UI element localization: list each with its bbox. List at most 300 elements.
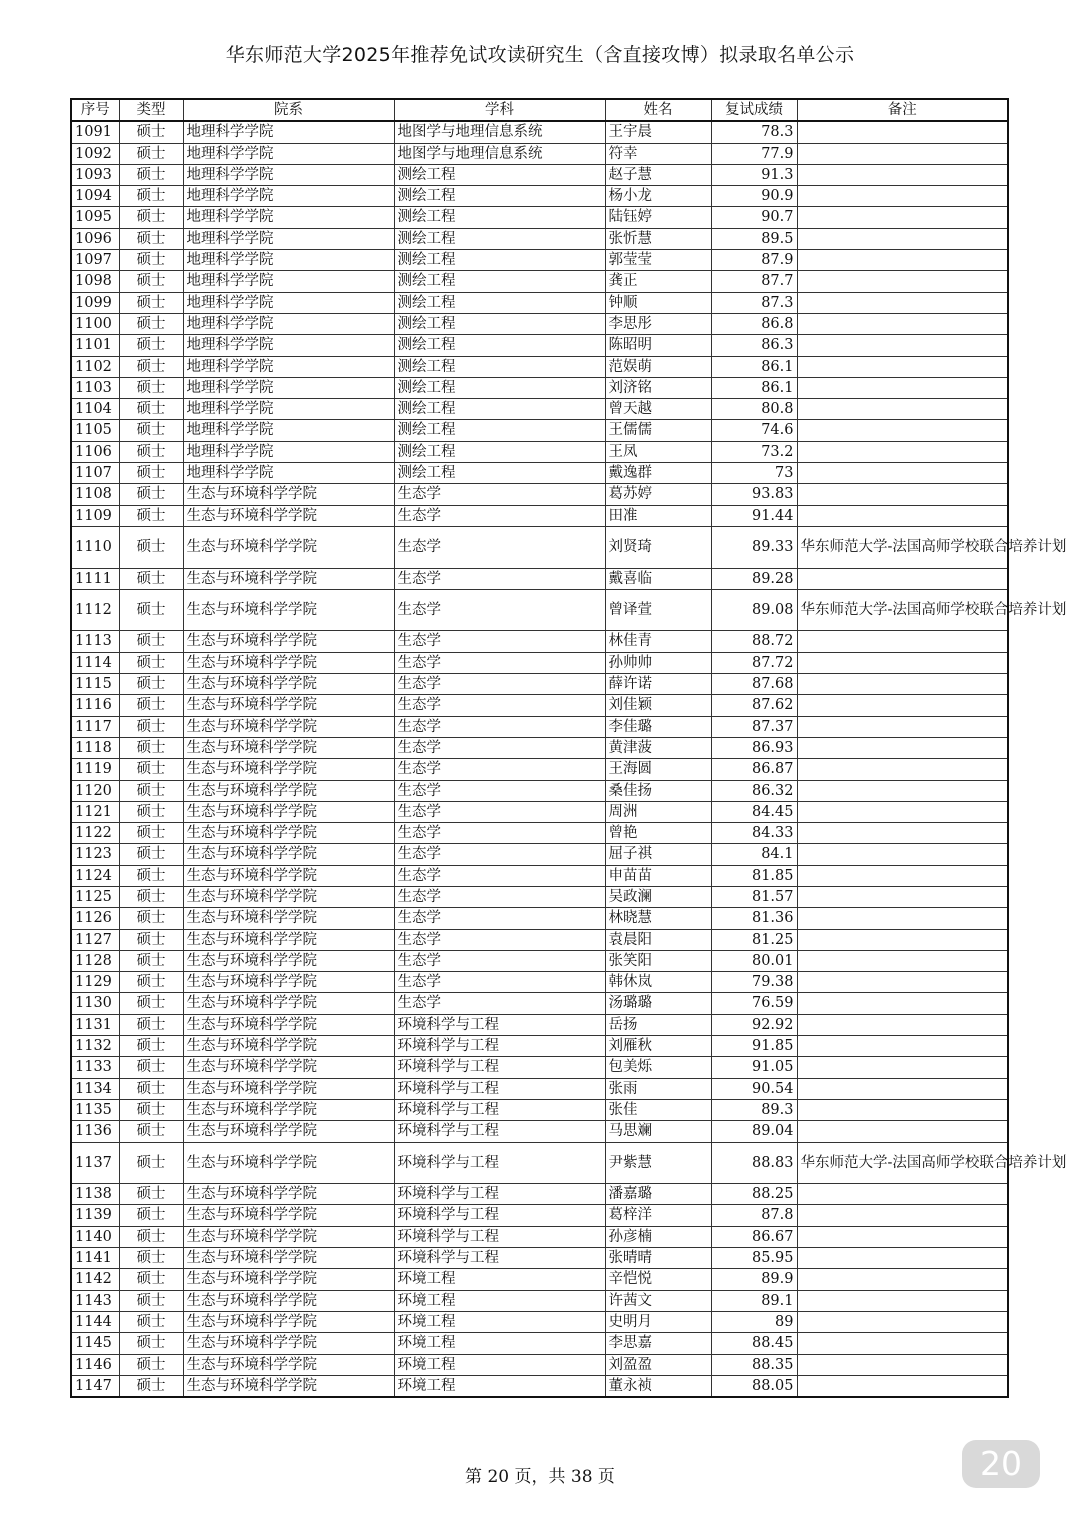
table-row [71, 801, 1008, 822]
cell-score: 93.83 [711, 484, 797, 505]
cell-note [797, 737, 1008, 758]
cell-no: 1114 [71, 652, 119, 673]
cell-score: 92.92 [711, 1014, 797, 1035]
table-row [71, 441, 1008, 462]
cell-no: 1091 [71, 121, 119, 143]
table-row [71, 674, 1008, 695]
cell-no: 1095 [71, 207, 119, 228]
cell-score: 89.3 [711, 1099, 797, 1120]
cell-note: 华东师范大学-法国高师学校联合培养计划 [797, 526, 1008, 568]
cell-no: 1105 [71, 420, 119, 441]
table-row [71, 886, 1008, 907]
cell-note [797, 652, 1008, 673]
cell-name: 刘济铭 [605, 377, 711, 398]
cell-score: 87.3 [711, 292, 797, 313]
table-row [71, 250, 1008, 271]
cell-score: 89.04 [711, 1121, 797, 1142]
cell-name: 曾天越 [605, 399, 711, 420]
cell-score: 81.57 [711, 886, 797, 907]
cell-discipline: 环境科学与工程 [394, 1057, 605, 1078]
cell-name: 王宇晨 [605, 121, 711, 143]
table-row [71, 1036, 1008, 1057]
cell-discipline: 生态学 [394, 780, 605, 801]
table-row [71, 1078, 1008, 1099]
cell-school: 生态与环境科学学院 [183, 1290, 394, 1311]
cell-discipline: 生态学 [394, 716, 605, 737]
table-row [71, 505, 1008, 526]
cell-type: 硕士 [119, 780, 183, 801]
cell-score: 89.5 [711, 228, 797, 249]
cell-note [797, 993, 1008, 1014]
cell-discipline: 生态学 [394, 972, 605, 993]
cell-type: 硕士 [119, 313, 183, 334]
cell-school: 地理科学学院 [183, 313, 394, 334]
cell-type: 硕士 [119, 972, 183, 993]
cell-school: 地理科学学院 [183, 271, 394, 292]
cell-note [797, 886, 1008, 907]
cell-discipline: 生态学 [394, 568, 605, 589]
cell-score: 89.28 [711, 568, 797, 589]
table-row [71, 1099, 1008, 1120]
cell-type: 硕士 [119, 441, 183, 462]
cell-score: 84.1 [711, 844, 797, 865]
cell-score: 87.72 [711, 652, 797, 673]
cell-score: 81.36 [711, 908, 797, 929]
cell-no: 1108 [71, 484, 119, 505]
cell-score: 80.8 [711, 399, 797, 420]
cell-score: 91.05 [711, 1057, 797, 1078]
cell-no: 1147 [71, 1375, 119, 1397]
cell-discipline: 测绘工程 [394, 399, 605, 420]
cell-school: 地理科学学院 [183, 441, 394, 462]
table-row [71, 908, 1008, 929]
cell-note [797, 1333, 1008, 1354]
cell-type: 硕士 [119, 716, 183, 737]
cell-note [797, 801, 1008, 822]
cell-name: 张忻慧 [605, 228, 711, 249]
cell-note [797, 420, 1008, 441]
table-row [71, 271, 1008, 292]
cell-no: 1118 [71, 737, 119, 758]
table-row [71, 1014, 1008, 1035]
cell-school: 生态与环境科学学院 [183, 1014, 394, 1035]
table-row [71, 950, 1008, 971]
cell-school: 生态与环境科学学院 [183, 1184, 394, 1205]
cell-discipline: 环境科学与工程 [394, 1014, 605, 1035]
table-row [71, 1311, 1008, 1332]
cell-name: 曾艳 [605, 823, 711, 844]
cell-type: 硕士 [119, 1057, 183, 1078]
cell-note [797, 1057, 1008, 1078]
table-row [71, 568, 1008, 589]
table-row [71, 484, 1008, 505]
cell-score: 89.33 [711, 526, 797, 568]
cell-name: 董永祯 [605, 1375, 711, 1397]
table-row [71, 1248, 1008, 1269]
cell-type: 硕士 [119, 759, 183, 780]
cell-school: 生态与环境科学学院 [183, 844, 394, 865]
cell-school: 生态与环境科学学院 [183, 865, 394, 886]
table-row [71, 1290, 1008, 1311]
cell-score: 90.54 [711, 1078, 797, 1099]
cell-score: 74.6 [711, 420, 797, 441]
cell-score: 87.68 [711, 674, 797, 695]
table-row [71, 1142, 1008, 1184]
cell-type: 硕士 [119, 1311, 183, 1332]
cell-school: 生态与环境科学学院 [183, 950, 394, 971]
cell-note [797, 759, 1008, 780]
cell-type: 硕士 [119, 1248, 183, 1269]
cell-school: 生态与环境科学学院 [183, 737, 394, 758]
cell-type: 硕士 [119, 631, 183, 652]
cell-note [797, 716, 1008, 737]
cell-discipline: 生态学 [394, 484, 605, 505]
cell-discipline: 生态学 [394, 526, 605, 568]
cell-score: 88.05 [711, 1375, 797, 1397]
cell-note [797, 121, 1008, 143]
cell-note [797, 1248, 1008, 1269]
cell-school: 生态与环境科学学院 [183, 1036, 394, 1057]
cell-discipline: 测绘工程 [394, 313, 605, 334]
cell-note [797, 1375, 1008, 1397]
cell-note [797, 1311, 1008, 1332]
cell-name: 黄津菠 [605, 737, 711, 758]
cell-score: 91.3 [711, 164, 797, 185]
cell-note [797, 1014, 1008, 1035]
cell-note [797, 568, 1008, 589]
table-row [71, 1269, 1008, 1290]
cell-type: 硕士 [119, 463, 183, 484]
cell-no: 1132 [71, 1036, 119, 1057]
cell-name: 辛恺悦 [605, 1269, 711, 1290]
cell-school: 生态与环境科学学院 [183, 780, 394, 801]
cell-school: 生态与环境科学学院 [183, 1375, 394, 1397]
cell-school: 生态与环境科学学院 [183, 674, 394, 695]
cell-type: 硕士 [119, 1333, 183, 1354]
cell-discipline: 生态学 [394, 801, 605, 822]
cell-school: 生态与环境科学学院 [183, 823, 394, 844]
cell-school: 生态与环境科学学院 [183, 1311, 394, 1332]
cell-discipline: 生态学 [394, 695, 605, 716]
cell-no: 1107 [71, 463, 119, 484]
cell-discipline: 环境科学与工程 [394, 1099, 605, 1120]
cell-school: 生态与环境科学学院 [183, 1269, 394, 1290]
cell-no: 1127 [71, 929, 119, 950]
cell-name: 许茜文 [605, 1290, 711, 1311]
cell-discipline: 生态学 [394, 759, 605, 780]
cell-school: 生态与环境科学学院 [183, 972, 394, 993]
cell-discipline: 测绘工程 [394, 228, 605, 249]
table-row [71, 823, 1008, 844]
cell-note [797, 143, 1008, 164]
cell-discipline: 生态学 [394, 737, 605, 758]
table-row [71, 377, 1008, 398]
cell-no: 1116 [71, 695, 119, 716]
table-row [71, 1354, 1008, 1375]
table-row [71, 972, 1008, 993]
cell-name: 孙帅帅 [605, 652, 711, 673]
cell-type: 硕士 [119, 228, 183, 249]
cell-school: 生态与环境科学学院 [183, 484, 394, 505]
cell-no: 1100 [71, 313, 119, 334]
cell-type: 硕士 [119, 1121, 183, 1142]
cell-score: 86.67 [711, 1226, 797, 1247]
cell-score: 87.7 [711, 271, 797, 292]
cell-no: 1133 [71, 1057, 119, 1078]
cell-school: 地理科学学院 [183, 377, 394, 398]
cell-score: 73 [711, 463, 797, 484]
cell-school: 生态与环境科学学院 [183, 1078, 394, 1099]
cell-note [797, 1354, 1008, 1375]
cell-school: 生态与环境科学学院 [183, 716, 394, 737]
cell-name: 曾译萱 [605, 589, 711, 631]
cell-name: 戴喜临 [605, 568, 711, 589]
header-score: 复试成绩 [711, 99, 797, 121]
cell-discipline: 测绘工程 [394, 186, 605, 207]
cell-no: 1096 [71, 228, 119, 249]
cell-name: 张佳 [605, 1099, 711, 1120]
cell-note [797, 463, 1008, 484]
cell-no: 1117 [71, 716, 119, 737]
cell-score: 86.1 [711, 377, 797, 398]
cell-type: 硕士 [119, 526, 183, 568]
cell-note [797, 674, 1008, 695]
cell-score: 89.08 [711, 589, 797, 631]
cell-no: 1093 [71, 164, 119, 185]
cell-score: 87.8 [711, 1205, 797, 1226]
cell-discipline: 环境科学与工程 [394, 1226, 605, 1247]
cell-score: 80.01 [711, 950, 797, 971]
cell-type: 硕士 [119, 250, 183, 271]
cell-no: 1142 [71, 1269, 119, 1290]
cell-name: 韩休岚 [605, 972, 711, 993]
cell-discipline: 环境工程 [394, 1333, 605, 1354]
cell-school: 地理科学学院 [183, 356, 394, 377]
cell-no: 1119 [71, 759, 119, 780]
table-row [71, 164, 1008, 185]
cell-school: 生态与环境科学学院 [183, 801, 394, 822]
table-row [71, 207, 1008, 228]
cell-no: 1130 [71, 993, 119, 1014]
cell-no: 1106 [71, 441, 119, 462]
table-row [71, 759, 1008, 780]
cell-no: 1121 [71, 801, 119, 822]
cell-score: 86.87 [711, 759, 797, 780]
cell-discipline: 环境科学与工程 [394, 1205, 605, 1226]
header-discipline: 学科 [394, 99, 605, 121]
cell-discipline: 生态学 [394, 823, 605, 844]
cell-school: 生态与环境科学学院 [183, 631, 394, 652]
page-footer: 第 20 页，共 38 页 [465, 1467, 615, 1487]
cell-note: 华东师范大学-法国高师学校联合培养计划 [797, 589, 1008, 631]
cell-type: 硕士 [119, 1014, 183, 1035]
table-row [71, 335, 1008, 356]
cell-discipline: 测绘工程 [394, 356, 605, 377]
cell-score: 89.1 [711, 1290, 797, 1311]
cell-no: 1101 [71, 335, 119, 356]
cell-score: 88.72 [711, 631, 797, 652]
cell-no: 1094 [71, 186, 119, 207]
cell-name: 龚正 [605, 271, 711, 292]
cell-score: 88.35 [711, 1354, 797, 1375]
cell-no: 1122 [71, 823, 119, 844]
table-row [71, 1057, 1008, 1078]
cell-type: 硕士 [119, 505, 183, 526]
table-row [71, 737, 1008, 758]
header-no: 序号 [71, 99, 119, 121]
header-name: 姓名 [605, 99, 711, 121]
header-type: 类型 [119, 99, 183, 121]
cell-no: 1126 [71, 908, 119, 929]
table-row [71, 1226, 1008, 1247]
cell-note [797, 1121, 1008, 1142]
cell-school: 生态与环境科学学院 [183, 652, 394, 673]
cell-discipline: 环境科学与工程 [394, 1078, 605, 1099]
cell-note [797, 441, 1008, 462]
cell-name: 刘贤琦 [605, 526, 711, 568]
cell-name: 潘嘉璐 [605, 1184, 711, 1205]
cell-school: 生态与环境科学学院 [183, 1248, 394, 1269]
cell-name: 张笑阳 [605, 950, 711, 971]
cell-name: 郭莹莹 [605, 250, 711, 271]
cell-no: 1110 [71, 526, 119, 568]
cell-name: 吴政澜 [605, 886, 711, 907]
cell-no: 1102 [71, 356, 119, 377]
cell-school: 生态与环境科学学院 [183, 1142, 394, 1184]
cell-score: 81.85 [711, 865, 797, 886]
cell-discipline: 环境工程 [394, 1311, 605, 1332]
cell-school: 生态与环境科学学院 [183, 759, 394, 780]
cell-name: 孙彦楠 [605, 1226, 711, 1247]
cell-discipline: 生态学 [394, 631, 605, 652]
cell-note [797, 164, 1008, 185]
cell-name: 王儒儒 [605, 420, 711, 441]
cell-school: 地理科学学院 [183, 121, 394, 143]
cell-type: 硕士 [119, 292, 183, 313]
table-row [71, 865, 1008, 886]
cell-discipline: 环境科学与工程 [394, 1184, 605, 1205]
table-row [71, 186, 1008, 207]
cell-discipline: 测绘工程 [394, 420, 605, 441]
cell-school: 生态与环境科学学院 [183, 589, 394, 631]
cell-name: 张晴晴 [605, 1248, 711, 1269]
cell-no: 1146 [71, 1354, 119, 1375]
table-row [71, 695, 1008, 716]
cell-discipline: 生态学 [394, 652, 605, 673]
cell-type: 硕士 [119, 844, 183, 865]
cell-score: 87.62 [711, 695, 797, 716]
cell-name: 张雨 [605, 1078, 711, 1099]
cell-school: 生态与环境科学学院 [183, 526, 394, 568]
cell-score: 85.95 [711, 1248, 797, 1269]
cell-type: 硕士 [119, 865, 183, 886]
cell-no: 1137 [71, 1142, 119, 1184]
cell-school: 地理科学学院 [183, 250, 394, 271]
cell-no: 1144 [71, 1311, 119, 1332]
table-row [71, 1205, 1008, 1226]
cell-type: 硕士 [119, 164, 183, 185]
header-school: 院系 [183, 99, 394, 121]
cell-type: 硕士 [119, 207, 183, 228]
cell-no: 1143 [71, 1290, 119, 1311]
cell-discipline: 测绘工程 [394, 292, 605, 313]
table-row [71, 716, 1008, 737]
cell-discipline: 生态学 [394, 505, 605, 526]
cell-name: 王凤 [605, 441, 711, 462]
table-row [71, 228, 1008, 249]
cell-school: 生态与环境科学学院 [183, 1121, 394, 1142]
cell-name: 王海圆 [605, 759, 711, 780]
cell-type: 硕士 [119, 356, 183, 377]
cell-discipline: 环境工程 [394, 1375, 605, 1397]
cell-discipline: 测绘工程 [394, 271, 605, 292]
cell-score: 90.7 [711, 207, 797, 228]
cell-name: 杨小龙 [605, 186, 711, 207]
cell-score: 77.9 [711, 143, 797, 164]
cell-note [797, 865, 1008, 886]
cell-type: 硕士 [119, 908, 183, 929]
cell-no: 1123 [71, 844, 119, 865]
cell-name: 屈子祺 [605, 844, 711, 865]
table-row [71, 313, 1008, 334]
cell-name: 马思斓 [605, 1121, 711, 1142]
cell-name: 林晓慧 [605, 908, 711, 929]
cell-note [797, 484, 1008, 505]
cell-discipline: 生态学 [394, 674, 605, 695]
cell-score: 81.25 [711, 929, 797, 950]
cell-note [797, 695, 1008, 716]
cell-score: 86.32 [711, 780, 797, 801]
cell-type: 硕士 [119, 484, 183, 505]
table-row [71, 652, 1008, 673]
cell-school: 地理科学学院 [183, 420, 394, 441]
cell-note [797, 844, 1008, 865]
table-header-row [71, 99, 1008, 121]
cell-type: 硕士 [119, 420, 183, 441]
cell-note [797, 1269, 1008, 1290]
cell-note [797, 356, 1008, 377]
cell-note [797, 929, 1008, 950]
cell-type: 硕士 [119, 568, 183, 589]
cell-type: 硕士 [119, 271, 183, 292]
cell-no: 1097 [71, 250, 119, 271]
cell-name: 林佳青 [605, 631, 711, 652]
cell-no: 1099 [71, 292, 119, 313]
cell-name: 李思嘉 [605, 1333, 711, 1354]
cell-type: 硕士 [119, 950, 183, 971]
table-row [71, 780, 1008, 801]
cell-no: 1092 [71, 143, 119, 164]
cell-name: 包美烁 [605, 1057, 711, 1078]
admission-table [70, 98, 1067, 1398]
table-row [71, 356, 1008, 377]
table-row [71, 292, 1008, 313]
cell-name: 尹紫慧 [605, 1142, 711, 1184]
cell-no: 1112 [71, 589, 119, 631]
cell-type: 硕士 [119, 801, 183, 822]
cell-name: 陈昭明 [605, 335, 711, 356]
cell-school: 生态与环境科学学院 [183, 929, 394, 950]
cell-note [797, 377, 1008, 398]
cell-type: 硕士 [119, 929, 183, 950]
cell-school: 生态与环境科学学院 [183, 993, 394, 1014]
cell-no: 1125 [71, 886, 119, 907]
table-row [71, 844, 1008, 865]
cell-note [797, 972, 1008, 993]
cell-discipline: 环境科学与工程 [394, 1036, 605, 1057]
cell-score: 86.8 [711, 313, 797, 334]
cell-note [797, 399, 1008, 420]
